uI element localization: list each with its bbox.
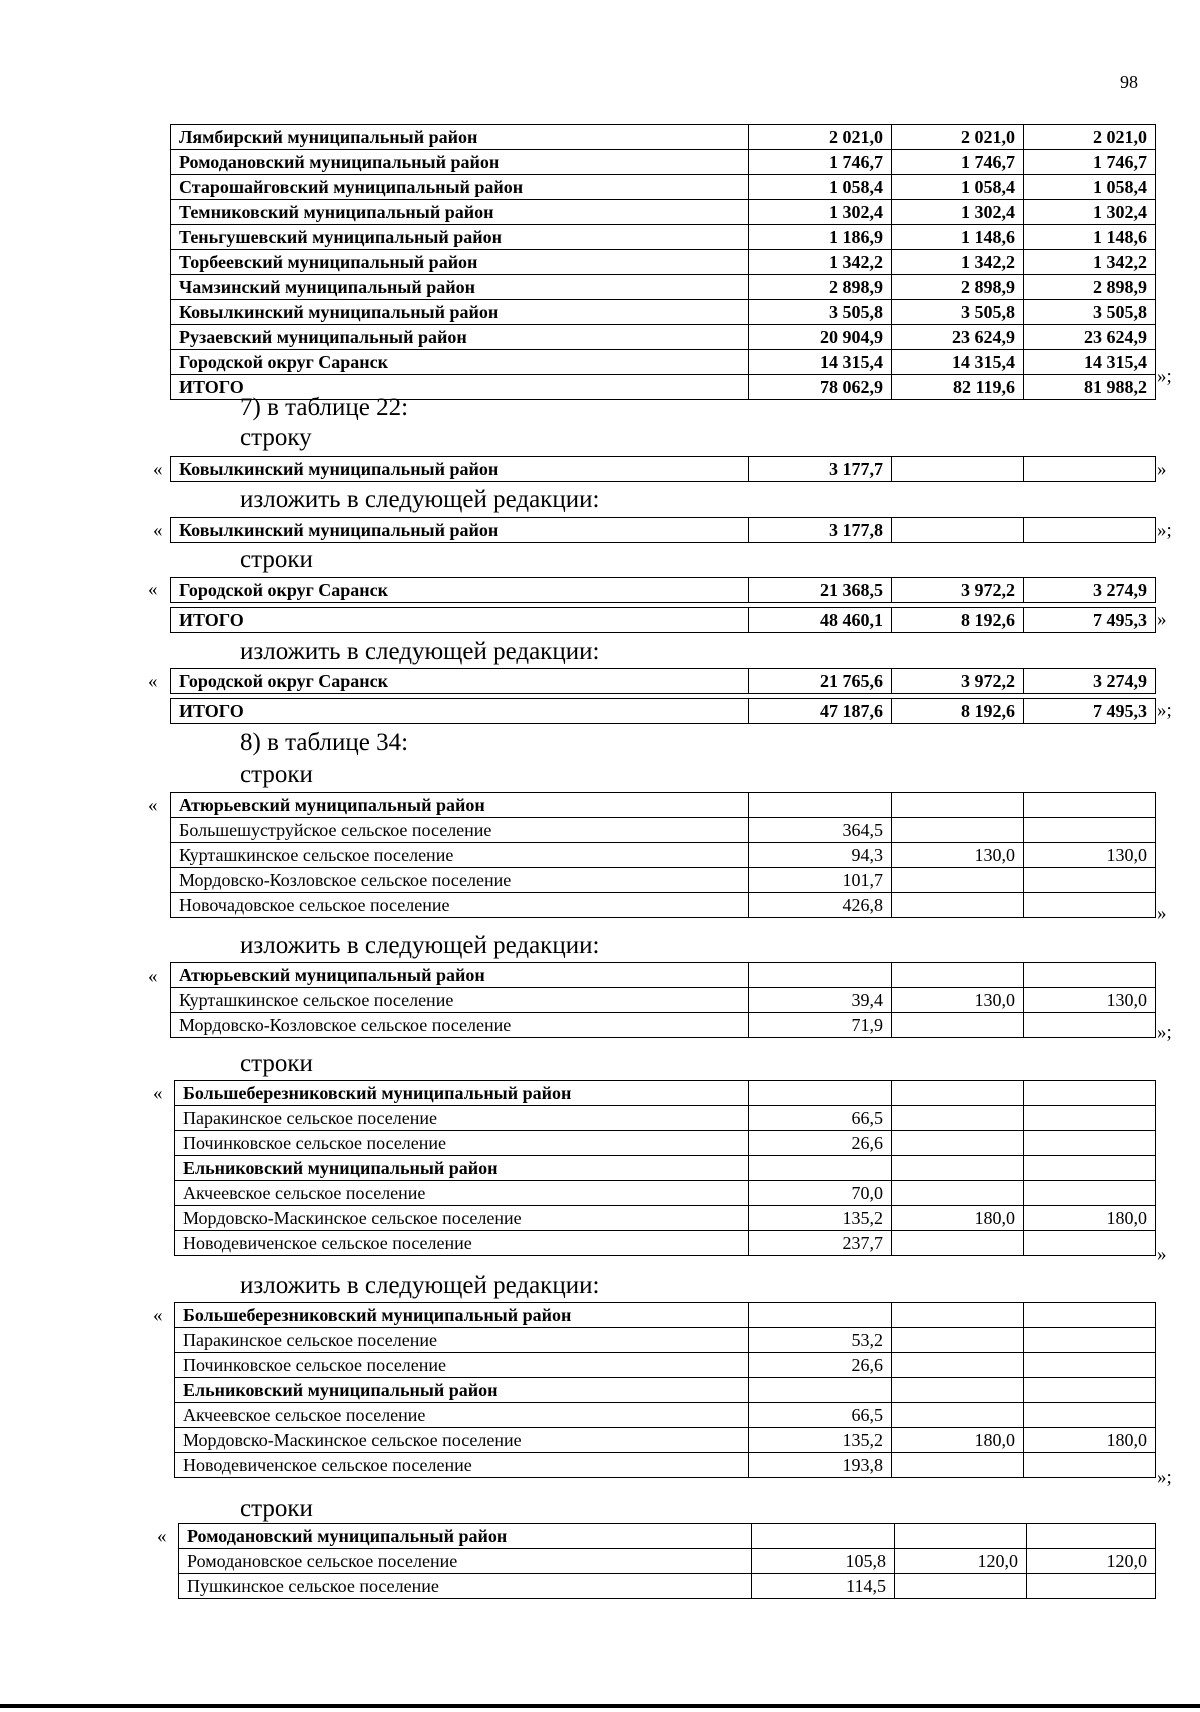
- page-number: 98: [1120, 72, 1138, 92]
- value-cell: [1024, 1303, 1156, 1328]
- value-cell: [1024, 1231, 1156, 1256]
- district-row: [171, 963, 1156, 988]
- value-cell: 120,0: [1027, 1549, 1156, 1574]
- value-cell: 180,0: [1024, 1428, 1156, 1453]
- value-cell: [892, 1328, 1024, 1353]
- table-row: [171, 250, 1156, 275]
- value-cell: 21 368,5: [749, 578, 892, 603]
- settlement-name: Мордовско-Козловское сельское поселение: [171, 868, 749, 893]
- value-cell: 23 624,9: [1024, 325, 1156, 350]
- table-row: [171, 868, 1156, 893]
- total-label: ИТОГО: [171, 375, 749, 400]
- district-name: Ромодановский муниципальный район: [171, 150, 749, 175]
- value-cell: [892, 457, 1024, 482]
- settlement-name: Паракинское сельское поселение: [175, 1328, 749, 1353]
- value-cell: [749, 1156, 892, 1181]
- value-cell: 21 765,6: [749, 669, 892, 694]
- value-cell: 1 186,9: [749, 225, 892, 250]
- instruction-text: строки: [240, 1050, 313, 1077]
- value-cell: [892, 868, 1024, 893]
- settlement-name: Большешуструйское сельское поселение: [171, 818, 749, 843]
- value-cell: [892, 518, 1024, 543]
- value-cell: [1024, 1013, 1156, 1038]
- value-cell: [1024, 1156, 1156, 1181]
- district-name: Торбеевский муниципальный район: [171, 250, 749, 275]
- table-row: [171, 125, 1156, 150]
- district-name: Большеберезниковский муниципальный район: [175, 1303, 749, 1328]
- settlement-name: Мордовско-Маскинское сельское поселение: [175, 1428, 749, 1453]
- value-cell: 14 315,4: [749, 350, 892, 375]
- district-name: Ковылкинский муниципальный район: [171, 518, 749, 543]
- value-cell: [749, 793, 892, 818]
- table34-new-block: [170, 962, 1156, 1038]
- close-quote: »;: [1157, 700, 1172, 721]
- table-row: [175, 1206, 1156, 1231]
- value-cell: 3 972,2: [892, 669, 1024, 694]
- value-cell: 1 342,2: [892, 250, 1024, 275]
- district-name: Ковылкинский муниципальный район: [171, 457, 749, 482]
- district-name: Ковылкинский муниципальный район: [171, 300, 749, 325]
- table-row: [171, 300, 1156, 325]
- value-cell: 135,2: [749, 1428, 892, 1453]
- district-name: Лямбирский муниципальный район: [171, 125, 749, 150]
- table-row: [175, 1328, 1156, 1353]
- value-cell: 1 058,4: [1024, 175, 1156, 200]
- value-cell: 130,0: [892, 988, 1024, 1013]
- value-cell: [1024, 1081, 1156, 1106]
- total-label: ИТОГО: [171, 608, 749, 633]
- close-quote: »;: [1157, 366, 1172, 387]
- settlement-name: Новодевиченское сельское поселение: [175, 1453, 749, 1478]
- value-cell: 1 746,7: [1024, 150, 1156, 175]
- value-cell: [749, 1081, 892, 1106]
- instruction-text: строку: [240, 424, 312, 451]
- value-cell: 1 342,2: [749, 250, 892, 275]
- value-cell: [752, 1524, 895, 1549]
- table-row: [175, 1453, 1156, 1478]
- value-cell: 1 148,6: [1024, 225, 1156, 250]
- value-cell: [895, 1524, 1027, 1549]
- district-name: Городской округ Саранск: [171, 578, 749, 603]
- instruction-text: строки: [240, 1495, 313, 1522]
- value-cell: 53,2: [749, 1328, 892, 1353]
- value-cell: 3 505,8: [892, 300, 1024, 325]
- table-row: [171, 1013, 1156, 1038]
- value-cell: [1024, 1378, 1156, 1403]
- value-cell: 2 898,9: [749, 275, 892, 300]
- value-cell: 1 746,7: [749, 150, 892, 175]
- table22-new-row: [170, 517, 1156, 543]
- table-row: [175, 1106, 1156, 1131]
- open-quote: «: [153, 520, 163, 541]
- table22-old-total: [170, 607, 1156, 633]
- value-cell: 3 505,8: [1024, 300, 1156, 325]
- district-name: Ельниковский муниципальный район: [175, 1156, 749, 1181]
- value-cell: 180,0: [892, 1206, 1024, 1231]
- open-quote: «: [148, 966, 158, 987]
- table-row: [171, 818, 1156, 843]
- instruction-text: строки: [240, 761, 313, 788]
- table-row: [171, 225, 1156, 250]
- value-cell: [892, 893, 1024, 918]
- close-quote: »: [1157, 609, 1167, 630]
- open-quote: «: [153, 459, 163, 480]
- table-row: [175, 1428, 1156, 1453]
- value-cell: [1027, 1574, 1156, 1599]
- value-cell: [892, 963, 1024, 988]
- district-name: Темниковский муниципальный район: [171, 200, 749, 225]
- open-quote: «: [148, 795, 158, 816]
- instruction-text: изложить в следующей редакции:: [240, 932, 600, 959]
- table22-old-row: [170, 577, 1156, 603]
- district-name: Городской округ Саранск: [171, 350, 749, 375]
- value-cell: [892, 1156, 1024, 1181]
- value-cell: [1024, 868, 1156, 893]
- value-cell: 180,0: [892, 1428, 1024, 1453]
- district-row: [179, 1524, 1156, 1549]
- value-cell: 71,9: [749, 1013, 892, 1038]
- value-cell: 180,0: [1024, 1206, 1156, 1231]
- district-row: [171, 793, 1156, 818]
- district-name: Ельниковский муниципальный район: [175, 1378, 749, 1403]
- district-row: [175, 1378, 1156, 1403]
- value-cell: 2 898,9: [1024, 275, 1156, 300]
- value-cell: [892, 818, 1024, 843]
- table22-new-row: [170, 668, 1156, 694]
- settlement-name: Починковское сельское поселение: [175, 1353, 749, 1378]
- settlement-name: Курташкинское сельское поселение: [171, 843, 749, 868]
- value-cell: [1024, 1403, 1156, 1428]
- value-cell: 7 495,3: [1024, 608, 1156, 633]
- open-quote: «: [148, 671, 158, 692]
- table-row: [171, 275, 1156, 300]
- value-cell: 1 058,4: [892, 175, 1024, 200]
- table-row: [171, 175, 1156, 200]
- value-cell: [892, 793, 1024, 818]
- value-cell: [892, 1403, 1024, 1428]
- value-cell: 20 904,9: [749, 325, 892, 350]
- open-quote: «: [157, 1526, 167, 1547]
- value-cell: [892, 1131, 1024, 1156]
- table-row: [175, 1131, 1156, 1156]
- value-cell: 364,5: [749, 818, 892, 843]
- district-name: Старошайговский муниципальный район: [171, 175, 749, 200]
- value-cell: [1024, 1453, 1156, 1478]
- value-cell: 3 972,2: [892, 578, 1024, 603]
- district-name: Теньгушевский муниципальный район: [171, 225, 749, 250]
- value-cell: [1024, 1353, 1156, 1378]
- value-cell: 1 302,4: [749, 200, 892, 225]
- settlement-name: Акчеевское сельское поселение: [175, 1181, 749, 1206]
- close-quote: »: [1157, 459, 1167, 480]
- value-cell: 78 062,9: [749, 375, 892, 400]
- value-cell: 39,4: [749, 988, 892, 1013]
- table-row: [171, 578, 1156, 603]
- table-row: [171, 518, 1156, 543]
- value-cell: [892, 1231, 1024, 1256]
- table-row: [171, 988, 1156, 1013]
- table-row: [171, 843, 1156, 868]
- value-cell: 94,3: [749, 843, 892, 868]
- close-quote: »: [1157, 903, 1167, 924]
- value-cell: 105,8: [752, 1549, 895, 1574]
- instruction-text: строки: [240, 546, 313, 573]
- value-cell: [1024, 893, 1156, 918]
- value-cell: 1 148,6: [892, 225, 1024, 250]
- value-cell: 193,8: [749, 1453, 892, 1478]
- value-cell: 1 058,4: [749, 175, 892, 200]
- value-cell: 1 342,2: [1024, 250, 1156, 275]
- district-name: Атюрьевский муниципальный район: [171, 793, 749, 818]
- value-cell: 26,6: [749, 1131, 892, 1156]
- instruction-text: изложить в следующей редакции:: [240, 638, 600, 665]
- value-cell: 3 274,9: [1024, 669, 1156, 694]
- settlement-name: Новочадовское сельское поселение: [171, 893, 749, 918]
- district-row: [175, 1081, 1156, 1106]
- district-name: Рузаевский муниципальный район: [171, 325, 749, 350]
- settlement-name: Починковское сельское поселение: [175, 1131, 749, 1156]
- table-row: [171, 325, 1156, 350]
- value-cell: [892, 1106, 1024, 1131]
- table34-old-block: [170, 792, 1156, 918]
- district-name: Чамзинский муниципальный район: [171, 275, 749, 300]
- value-cell: 120,0: [895, 1549, 1027, 1574]
- value-cell: [749, 1303, 892, 1328]
- settlement-name: Курташкинское сельское поселение: [171, 988, 749, 1013]
- settlement-name: Мордовско-Козловское сельское поселение: [171, 1013, 749, 1038]
- district-row: [175, 1156, 1156, 1181]
- settlement-name: Паракинское сельское поселение: [175, 1106, 749, 1131]
- table-row: [179, 1574, 1156, 1599]
- table-row: [171, 457, 1156, 482]
- value-cell: 1 302,4: [892, 200, 1024, 225]
- value-cell: 1 746,7: [892, 150, 1024, 175]
- table-row: [171, 350, 1156, 375]
- value-cell: [895, 1574, 1027, 1599]
- section-8-title: 8) в таблице 34:: [240, 729, 409, 756]
- district-name: Городской округ Саранск: [171, 669, 749, 694]
- total-row: [171, 699, 1156, 724]
- value-cell: 8 192,6: [892, 608, 1024, 633]
- value-cell: [1024, 1106, 1156, 1131]
- total-row: [171, 608, 1156, 633]
- settlement-name: Акчеевское сельское поселение: [175, 1403, 749, 1428]
- value-cell: [1024, 518, 1156, 543]
- open-quote: «: [148, 579, 158, 600]
- table-row: [171, 893, 1156, 918]
- value-cell: 2 021,0: [1024, 125, 1156, 150]
- value-cell: 114,5: [752, 1574, 895, 1599]
- close-quote: »: [1157, 1244, 1167, 1265]
- value-cell: [1024, 1328, 1156, 1353]
- instruction-text: изложить в следующей редакции:: [240, 1272, 600, 1299]
- table-row: [175, 1403, 1156, 1428]
- settlement-name: Новодевиченское сельское поселение: [175, 1231, 749, 1256]
- totals-table: [170, 124, 1156, 400]
- settlement-name: Ромодановское сельское поселение: [179, 1549, 752, 1574]
- value-cell: [892, 1378, 1024, 1403]
- value-cell: [892, 1353, 1024, 1378]
- table-row: [175, 1181, 1156, 1206]
- section-7-title: 7) в таблице 22:: [240, 394, 409, 421]
- value-cell: 26,6: [749, 1353, 892, 1378]
- table34-old-block: [174, 1080, 1156, 1256]
- value-cell: 3 177,7: [749, 457, 892, 482]
- value-cell: [1024, 793, 1156, 818]
- value-cell: 130,0: [892, 843, 1024, 868]
- value-cell: [1024, 457, 1156, 482]
- close-quote: »;: [1157, 1467, 1172, 1488]
- value-cell: 2 021,0: [749, 125, 892, 150]
- instruction-text: изложить в следующей редакции:: [240, 486, 600, 513]
- table-row: [171, 150, 1156, 175]
- value-cell: 2 021,0: [892, 125, 1024, 150]
- value-cell: 130,0: [1024, 843, 1156, 868]
- value-cell: 47 187,6: [749, 699, 892, 724]
- value-cell: 14 315,4: [1024, 350, 1156, 375]
- scan-border: [0, 1704, 1200, 1708]
- table-row: [171, 669, 1156, 694]
- value-cell: [749, 1378, 892, 1403]
- table-row: [175, 1231, 1156, 1256]
- settlement-name: Мордовско-Маскинское сельское поселение: [175, 1206, 749, 1231]
- table-row: [175, 1353, 1156, 1378]
- table-row: [179, 1549, 1156, 1574]
- value-cell: 135,2: [749, 1206, 892, 1231]
- value-cell: 237,7: [749, 1231, 892, 1256]
- district-name: Ромодановский муниципальный район: [179, 1524, 752, 1549]
- table-row: [171, 200, 1156, 225]
- value-cell: [1027, 1524, 1156, 1549]
- value-cell: [1024, 818, 1156, 843]
- value-cell: [892, 1013, 1024, 1038]
- district-row: [175, 1303, 1156, 1328]
- value-cell: 130,0: [1024, 988, 1156, 1013]
- value-cell: [1024, 963, 1156, 988]
- value-cell: 1 302,4: [1024, 200, 1156, 225]
- open-quote: «: [153, 1305, 163, 1326]
- value-cell: [892, 1303, 1024, 1328]
- value-cell: 48 460,1: [749, 608, 892, 633]
- table34-new-block: [174, 1302, 1156, 1478]
- value-cell: 426,8: [749, 893, 892, 918]
- value-cell: 2 898,9: [892, 275, 1024, 300]
- value-cell: 23 624,9: [892, 325, 1024, 350]
- value-cell: [892, 1081, 1024, 1106]
- open-quote: «: [153, 1083, 163, 1104]
- value-cell: 3 505,8: [749, 300, 892, 325]
- table22-new-total: [170, 698, 1156, 724]
- value-cell: [1024, 1131, 1156, 1156]
- table34-old-block: [178, 1523, 1156, 1599]
- value-cell: 66,5: [749, 1403, 892, 1428]
- value-cell: [749, 963, 892, 988]
- value-cell: [892, 1453, 1024, 1478]
- close-quote: »;: [1157, 520, 1172, 541]
- table22-old-row: [170, 456, 1156, 482]
- settlement-name: Пушкинское сельское поселение: [179, 1574, 752, 1599]
- value-cell: [892, 1181, 1024, 1206]
- value-cell: [1024, 1181, 1156, 1206]
- total-label: ИТОГО: [171, 699, 749, 724]
- value-cell: 3 274,9: [1024, 578, 1156, 603]
- value-cell: 70,0: [749, 1181, 892, 1206]
- value-cell: 82 119,6: [892, 375, 1024, 400]
- value-cell: 14 315,4: [892, 350, 1024, 375]
- value-cell: 3 177,8: [749, 518, 892, 543]
- value-cell: 66,5: [749, 1106, 892, 1131]
- district-name: Большеберезниковский муниципальный район: [175, 1081, 749, 1106]
- value-cell: 81 988,2: [1024, 375, 1156, 400]
- value-cell: 101,7: [749, 868, 892, 893]
- close-quote: »;: [1157, 1022, 1172, 1043]
- value-cell: 7 495,3: [1024, 699, 1156, 724]
- district-name: Атюрьевский муниципальный район: [171, 963, 749, 988]
- value-cell: 8 192,6: [892, 699, 1024, 724]
